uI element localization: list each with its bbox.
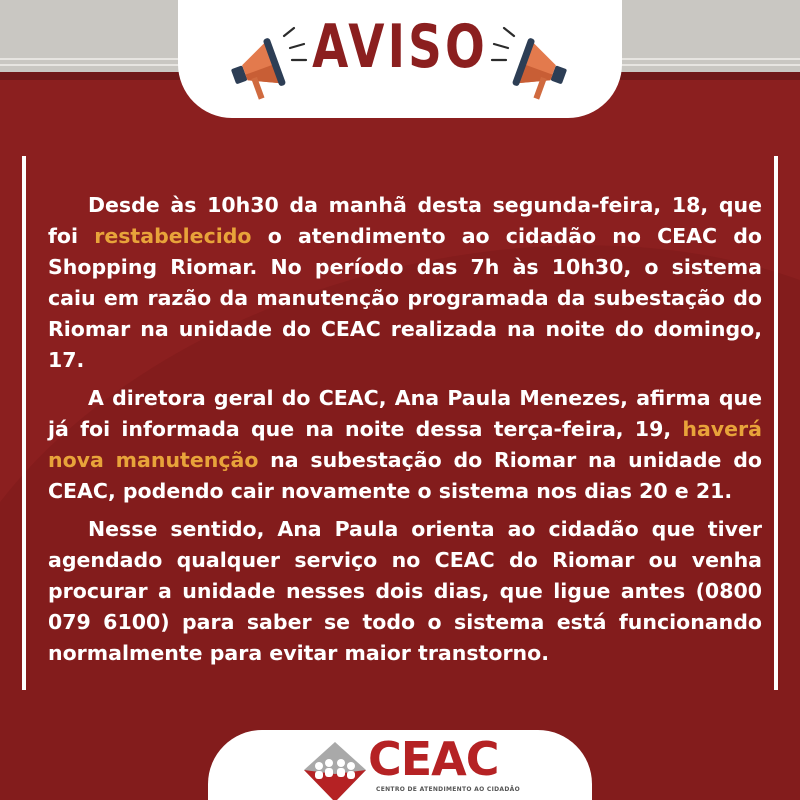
paragraph-text: Desde às 10h30 da manhã desta segunda-feira, 18, que foi [48, 193, 762, 248]
ceac-logo-subtitle: CENTRO DE ATENDIMENTO AO CIDADÃO [376, 786, 520, 793]
highlight-nova-manutencao: haverá nova manutenção [48, 417, 762, 472]
notice-body [48, 190, 762, 676]
megaphone-icon [484, 26, 574, 106]
highlight-restabelecido: restabelecido [94, 224, 252, 248]
paragraph-2 [48, 383, 762, 507]
paragraph-3 [48, 514, 762, 669]
paragraph-text: na subestação do Riomar na unidade do CEAC, podendo cair novamente o sistema nos dias 20 e 21. [48, 448, 762, 503]
left-border-line [22, 156, 26, 690]
header-tab [178, 0, 622, 118]
ceac-logo-icon [302, 740, 368, 800]
paragraph-text: Nesse sentido, Ana Paula orienta ao cidadão que tiver agendado qualquer serviço no CEAC do Riomar ou venha procurar a unidade nesses dois dias, que ligue antes (0800 079 6100) para saber se todo o sistema está funcionando normalmente para evitar maior transtorno. [48, 517, 762, 665]
page-title: AVISO [312, 12, 488, 82]
footer-logo-tab [208, 730, 592, 800]
right-border-line [774, 156, 778, 690]
ceac-logo-wordmark: CEAC [368, 732, 499, 786]
paragraph-text: A diretora geral do CEAC, Ana Paula Menezes, afirma que já foi informada que na noite dessa terça-feira, 19, [48, 386, 762, 441]
paragraph-1 [48, 190, 762, 376]
paragraph-text: o atendimento ao cidadão no CEAC do Shopping Riomar. No período das 7h às 10h30, o sistema caiu em razão da manutenção programada da subestação do Riomar na unidade do CEAC realizada na noite do domingo, 17. [48, 224, 762, 372]
